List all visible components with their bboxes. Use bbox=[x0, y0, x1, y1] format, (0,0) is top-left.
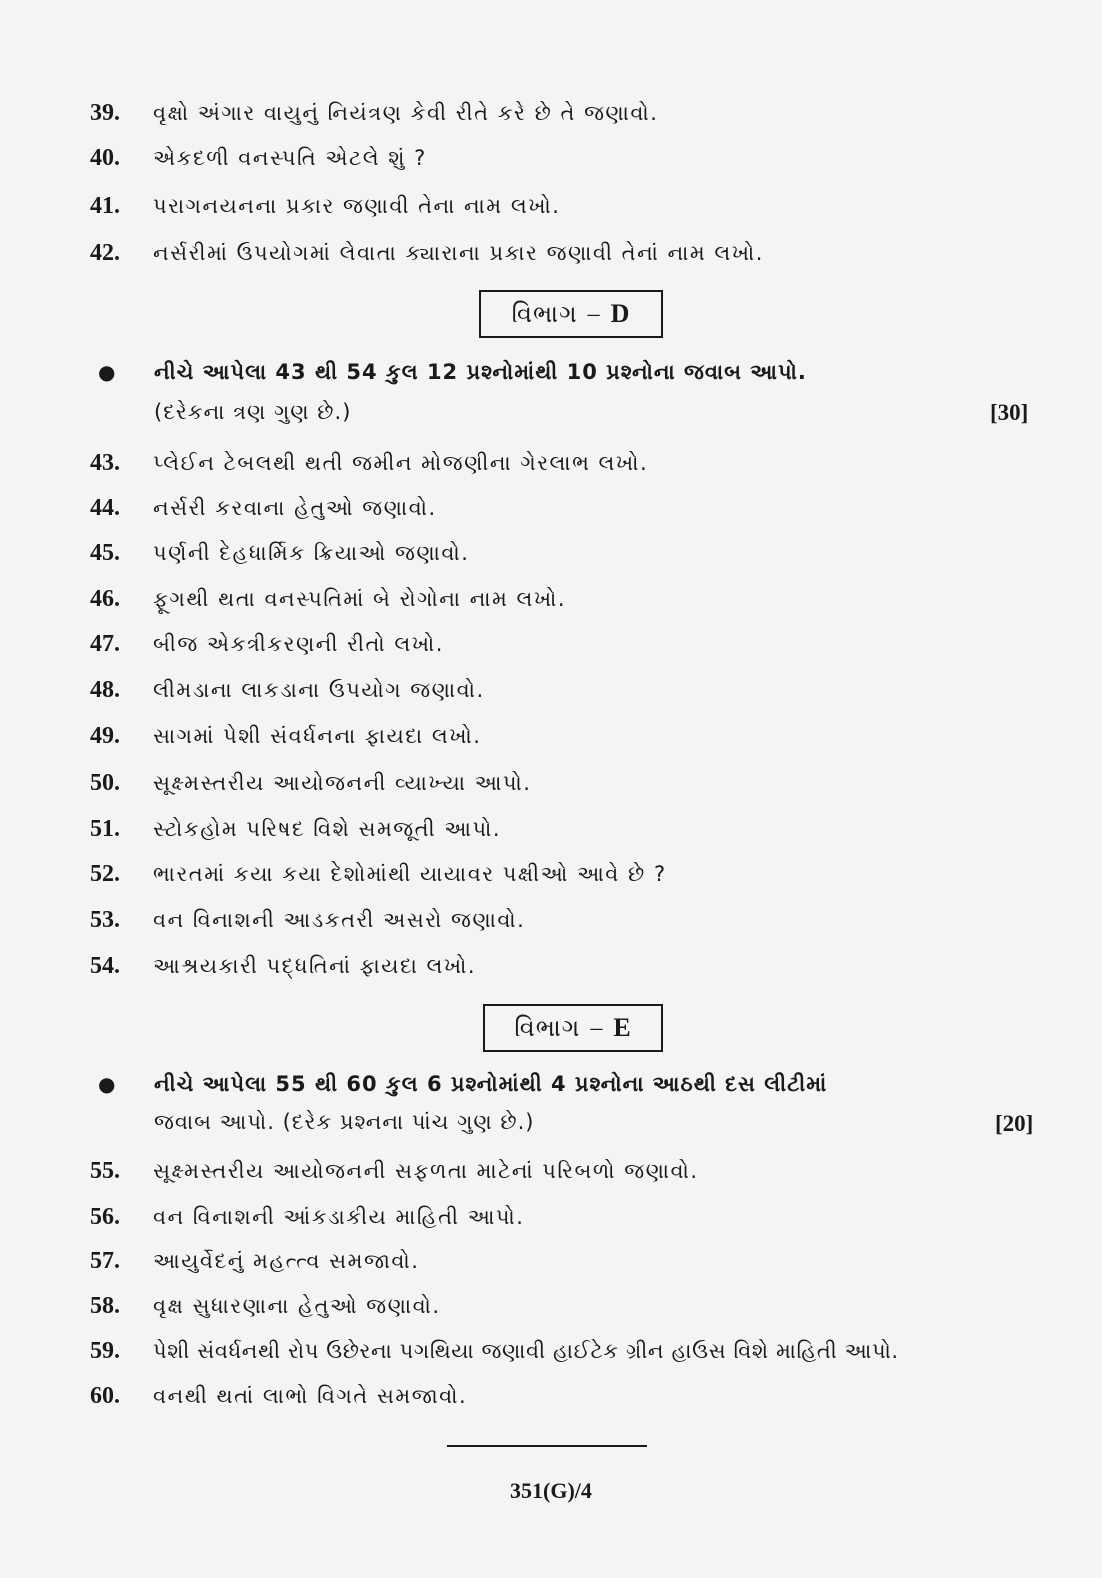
section-letter: D bbox=[610, 299, 631, 328]
question-text: પેશી સંવર્ધનથી રોપ ઉછેરના પગથિયા જણાવી હાઈટેક ગ્રીન હાઉસ વિશે માહિતી આપો. bbox=[153, 1339, 899, 1363]
question-number: 39. bbox=[90, 100, 120, 126]
question-number: 43. bbox=[90, 450, 120, 476]
question-number: 41. bbox=[90, 193, 120, 219]
question-text: વૃક્ષ સુધારણાના હેતુઓ જણાવો. bbox=[153, 1294, 441, 1318]
question-text: નર્સરી કરવાના હેતુઓ જણાવો. bbox=[153, 496, 437, 520]
question-47 bbox=[90, 631, 444, 658]
question-number: 46. bbox=[90, 586, 120, 612]
section-dash: – bbox=[587, 300, 601, 327]
question-45 bbox=[90, 540, 469, 567]
question-51 bbox=[90, 816, 501, 843]
question-text: પર્ણની દેહધાર્મિક ક્રિયાઓ જણાવો. bbox=[153, 541, 470, 565]
section-label: વિભાગ bbox=[511, 300, 578, 328]
instruction-line-1: નીચે આપેલા 43 થી 54 કુલ 12 પ્રશ્નોમાંથી 10 પ્રશ્નોના જવાબ આપો. bbox=[154, 360, 807, 384]
question-text: આયુર્વેદનું મહત્ત્વ સમજાવો. bbox=[153, 1249, 420, 1273]
question-text: આશ્રયકારી પદ્ધતિનાં ફાયદા લખો. bbox=[153, 954, 477, 978]
question-number: 42. bbox=[90, 240, 120, 266]
question-number: 49. bbox=[90, 723, 120, 749]
question-text: સૂક્ષ્મસ્તરીય આયોજનની સફળતા માટેનાં પરિબળો જણાવો. bbox=[153, 1159, 699, 1183]
question-55 bbox=[90, 1158, 699, 1185]
section-e-instruction bbox=[98, 1072, 827, 1097]
question-text: સ્ટોકહોમ પરિષદ વિશે સમજૂતી આપો. bbox=[153, 817, 502, 841]
section-dash: – bbox=[590, 1014, 604, 1041]
footer-divider bbox=[447, 1445, 647, 1447]
section-d-heading bbox=[479, 290, 663, 338]
question-text: લીમડાના લાકડાના ઉપયોગ જણાવો. bbox=[153, 678, 485, 702]
question-number: 58. bbox=[90, 1293, 120, 1319]
question-text: સૂક્ષ્મસ્તરીય આયોજનની વ્યાખ્યા આપો. bbox=[153, 771, 532, 795]
question-53 bbox=[90, 907, 525, 934]
question-text: વન વિનાશની આડકતરી અસરો જણાવો. bbox=[153, 908, 526, 932]
instruction-line-2: (દરેકના ત્રણ ગુણ છે.) bbox=[154, 400, 352, 424]
question-39 bbox=[90, 100, 658, 127]
question-50 bbox=[90, 770, 531, 797]
question-49 bbox=[90, 723, 481, 750]
question-number: 52. bbox=[90, 861, 120, 887]
question-number: 48. bbox=[90, 677, 120, 703]
question-43 bbox=[90, 450, 648, 477]
question-number: 59. bbox=[90, 1338, 120, 1364]
instruction-line-1: નીચે આપેલા 55 થી 60 કુલ 6 પ્રશ્નોમાંથી 4 પ્રશ્નોના આઠથી દસ લીટીમાં bbox=[154, 1072, 828, 1096]
question-56 bbox=[90, 1204, 524, 1231]
question-text: એકદળી વનસ્પતિ એટલે શું ? bbox=[153, 146, 427, 170]
question-60 bbox=[90, 1383, 467, 1410]
question-54 bbox=[90, 953, 476, 980]
question-text: પ્લેઈન ટેબલથી થતી જમીન મોજણીના ગેરલાભ લખો. bbox=[153, 451, 649, 475]
question-57 bbox=[90, 1248, 419, 1275]
question-text: પરાગનયનના પ્રકાર જણાવી તેના નામ લખો. bbox=[153, 194, 561, 218]
question-48 bbox=[90, 677, 485, 704]
section-d-instruction bbox=[98, 360, 807, 385]
section-label: વિભાગ bbox=[514, 1014, 581, 1042]
question-58 bbox=[90, 1293, 441, 1320]
question-46 bbox=[90, 586, 566, 613]
question-number: 60. bbox=[90, 1383, 120, 1409]
question-52 bbox=[90, 861, 667, 888]
question-number: 57. bbox=[90, 1248, 120, 1274]
question-number: 54. bbox=[90, 953, 120, 979]
section-d-marks: [30] bbox=[990, 400, 1029, 425]
question-40 bbox=[90, 145, 427, 172]
question-number: 55. bbox=[90, 1158, 120, 1184]
question-number: 47. bbox=[90, 631, 120, 657]
question-59 bbox=[90, 1338, 899, 1365]
section-e-marks: [20] bbox=[995, 1111, 1034, 1136]
question-text: ફૂગથી થતા વનસ્પતિમાં બે રોગોના નામ લખો. bbox=[153, 587, 567, 611]
bullet-icon: ● bbox=[98, 1072, 117, 1096]
question-number: 45. bbox=[90, 540, 120, 566]
question-44 bbox=[90, 495, 437, 522]
question-number: 53. bbox=[90, 907, 120, 933]
bullet-icon: ● bbox=[98, 360, 117, 384]
question-number: 40. bbox=[90, 145, 120, 171]
question-text: ભારતમાં કયા કયા દેશોમાંથી યાયાવર પક્ષીઓ આવે છે ? bbox=[153, 862, 667, 886]
question-text: વૃક્ષો અંગાર વાયુનું નિયંત્રણ કેવી રીતે કરે છે તે જણાવો. bbox=[153, 101, 659, 125]
question-number: 51. bbox=[90, 816, 120, 842]
question-number: 50. bbox=[90, 770, 120, 796]
question-text: વનથી થતાં લાભો વિગતે સમજાવો. bbox=[153, 1384, 468, 1408]
question-number: 44. bbox=[90, 495, 120, 521]
question-text: વન વિનાશની આંકડાકીય માહિતી આપો. bbox=[153, 1205, 525, 1229]
section-e-heading bbox=[483, 1004, 663, 1052]
section-letter: E bbox=[613, 1013, 632, 1042]
question-text: નર્સરીમાં ઉપયોગમાં લેવાતા ક્યારાના પ્રકાર જણાવી તેનાં નામ લખો. bbox=[153, 241, 764, 265]
question-text: સાગમાં પેશી સંવર્ધનના ફાયદા લખો. bbox=[153, 724, 482, 748]
question-text: બીજ એકત્રીકરણની રીતો લખો. bbox=[153, 632, 444, 656]
question-41 bbox=[90, 193, 560, 220]
question-number: 56. bbox=[90, 1204, 120, 1230]
question-42 bbox=[90, 240, 764, 267]
instruction-line-2: જવાબ આપો. (દરેક પ્રશ્નના પાંચ ગુણ છે.) bbox=[154, 1110, 535, 1134]
page-code: 351(G)/4 bbox=[510, 1478, 592, 1503]
